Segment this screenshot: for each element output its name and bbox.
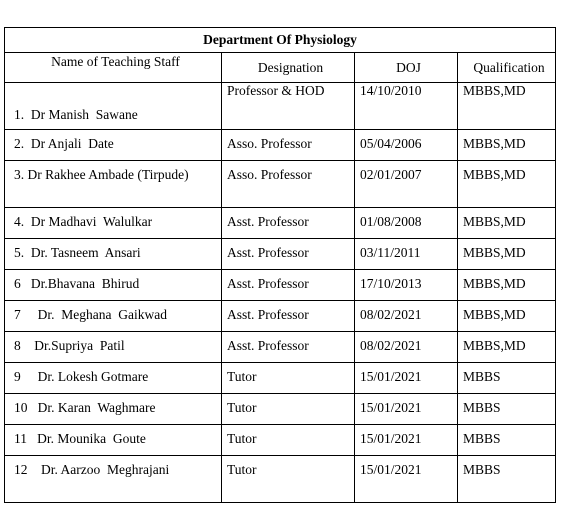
- header-designation: Designation: [222, 53, 355, 83]
- staff-designation: Tutor: [222, 394, 355, 425]
- table-row: [5, 425, 556, 456]
- table-row: [5, 208, 556, 239]
- staff-doj: 14/10/2010: [355, 83, 458, 130]
- table-row: [5, 363, 556, 394]
- staff-designation: Asst. Professor: [222, 332, 355, 363]
- table-row: [5, 332, 556, 363]
- staff-qualification: MBBS: [458, 394, 556, 425]
- staff-name: 4. Dr Madhavi Walulkar: [5, 208, 222, 239]
- staff-table: [4, 27, 556, 503]
- header-name: Name of Teaching Staff: [5, 53, 222, 83]
- table-title: Department Of Physiology: [5, 28, 556, 53]
- staff-qualification: MBBS,MD: [458, 83, 556, 130]
- staff-doj: 02/01/2007: [355, 161, 458, 208]
- staff-qualification: MBBS: [458, 425, 556, 456]
- staff-doj: 08/02/2021: [355, 301, 458, 332]
- staff-name: 10 Dr. Karan Waghmare: [5, 394, 222, 425]
- staff-designation: Asso. Professor: [222, 161, 355, 208]
- table-row: [5, 83, 556, 130]
- table-row: [5, 161, 556, 208]
- staff-designation: Professor & HOD: [222, 83, 355, 130]
- staff-designation: Tutor: [222, 363, 355, 394]
- table-row: [5, 239, 556, 270]
- staff-qualification: MBBS,MD: [458, 208, 556, 239]
- staff-doj: 03/11/2011: [355, 239, 458, 270]
- staff-doj: 01/08/2008: [355, 208, 458, 239]
- staff-designation: Asso. Professor: [222, 130, 355, 161]
- staff-designation: Tutor: [222, 456, 355, 503]
- staff-qualification: MBBS,MD: [458, 130, 556, 161]
- staff-name: 2. Dr Anjali Date: [5, 130, 222, 161]
- staff-doj: 15/01/2021: [355, 456, 458, 503]
- staff-doj: 08/02/2021: [355, 332, 458, 363]
- staff-designation: Asst. Professor: [222, 208, 355, 239]
- table-row: [5, 270, 556, 301]
- table-row: [5, 130, 556, 161]
- staff-qualification: MBBS,MD: [458, 161, 556, 208]
- staff-qualification: MBBS,MD: [458, 270, 556, 301]
- staff-name: 7 Dr. Meghana Gaikwad: [5, 301, 222, 332]
- staff-designation: Asst. Professor: [222, 301, 355, 332]
- table-row: [5, 301, 556, 332]
- header-row: [5, 53, 556, 83]
- staff-qualification: MBBS: [458, 456, 556, 503]
- header-doj: DOJ: [355, 53, 458, 83]
- staff-doj: 15/01/2021: [355, 394, 458, 425]
- table-row: [5, 394, 556, 425]
- staff-name: 5. Dr. Tasneem Ansari: [5, 239, 222, 270]
- staff-doj: 05/04/2006: [355, 130, 458, 161]
- staff-qualification: MBBS,MD: [458, 301, 556, 332]
- staff-name: 11 Dr. Mounika Goute: [5, 425, 222, 456]
- staff-qualification: MBBS: [458, 363, 556, 394]
- staff-doj: 15/01/2021: [355, 363, 458, 394]
- staff-name: 8 Dr.Supriya Patil: [5, 332, 222, 363]
- header-qualification: Qualification: [458, 53, 556, 83]
- title-row: [5, 28, 556, 53]
- staff-designation: Asst. Professor: [222, 270, 355, 301]
- staff-qualification: MBBS,MD: [458, 332, 556, 363]
- staff-doj: 17/10/2013: [355, 270, 458, 301]
- staff-name: 3. Dr Rakhee Ambade (Tirpude): [5, 161, 222, 208]
- staff-designation: Asst. Professor: [222, 239, 355, 270]
- staff-qualification: MBBS,MD: [458, 239, 556, 270]
- table-row: [5, 456, 556, 503]
- staff-name: 1. Dr Manish Sawane: [5, 83, 222, 130]
- staff-name: 9 Dr. Lokesh Gotmare: [5, 363, 222, 394]
- staff-designation: Tutor: [222, 425, 355, 456]
- staff-table-container: [4, 27, 555, 503]
- staff-name: 12 Dr. Aarzoo Meghrajani: [5, 456, 222, 503]
- staff-doj: 15/01/2021: [355, 425, 458, 456]
- staff-name: 6 Dr.Bhavana Bhirud: [5, 270, 222, 301]
